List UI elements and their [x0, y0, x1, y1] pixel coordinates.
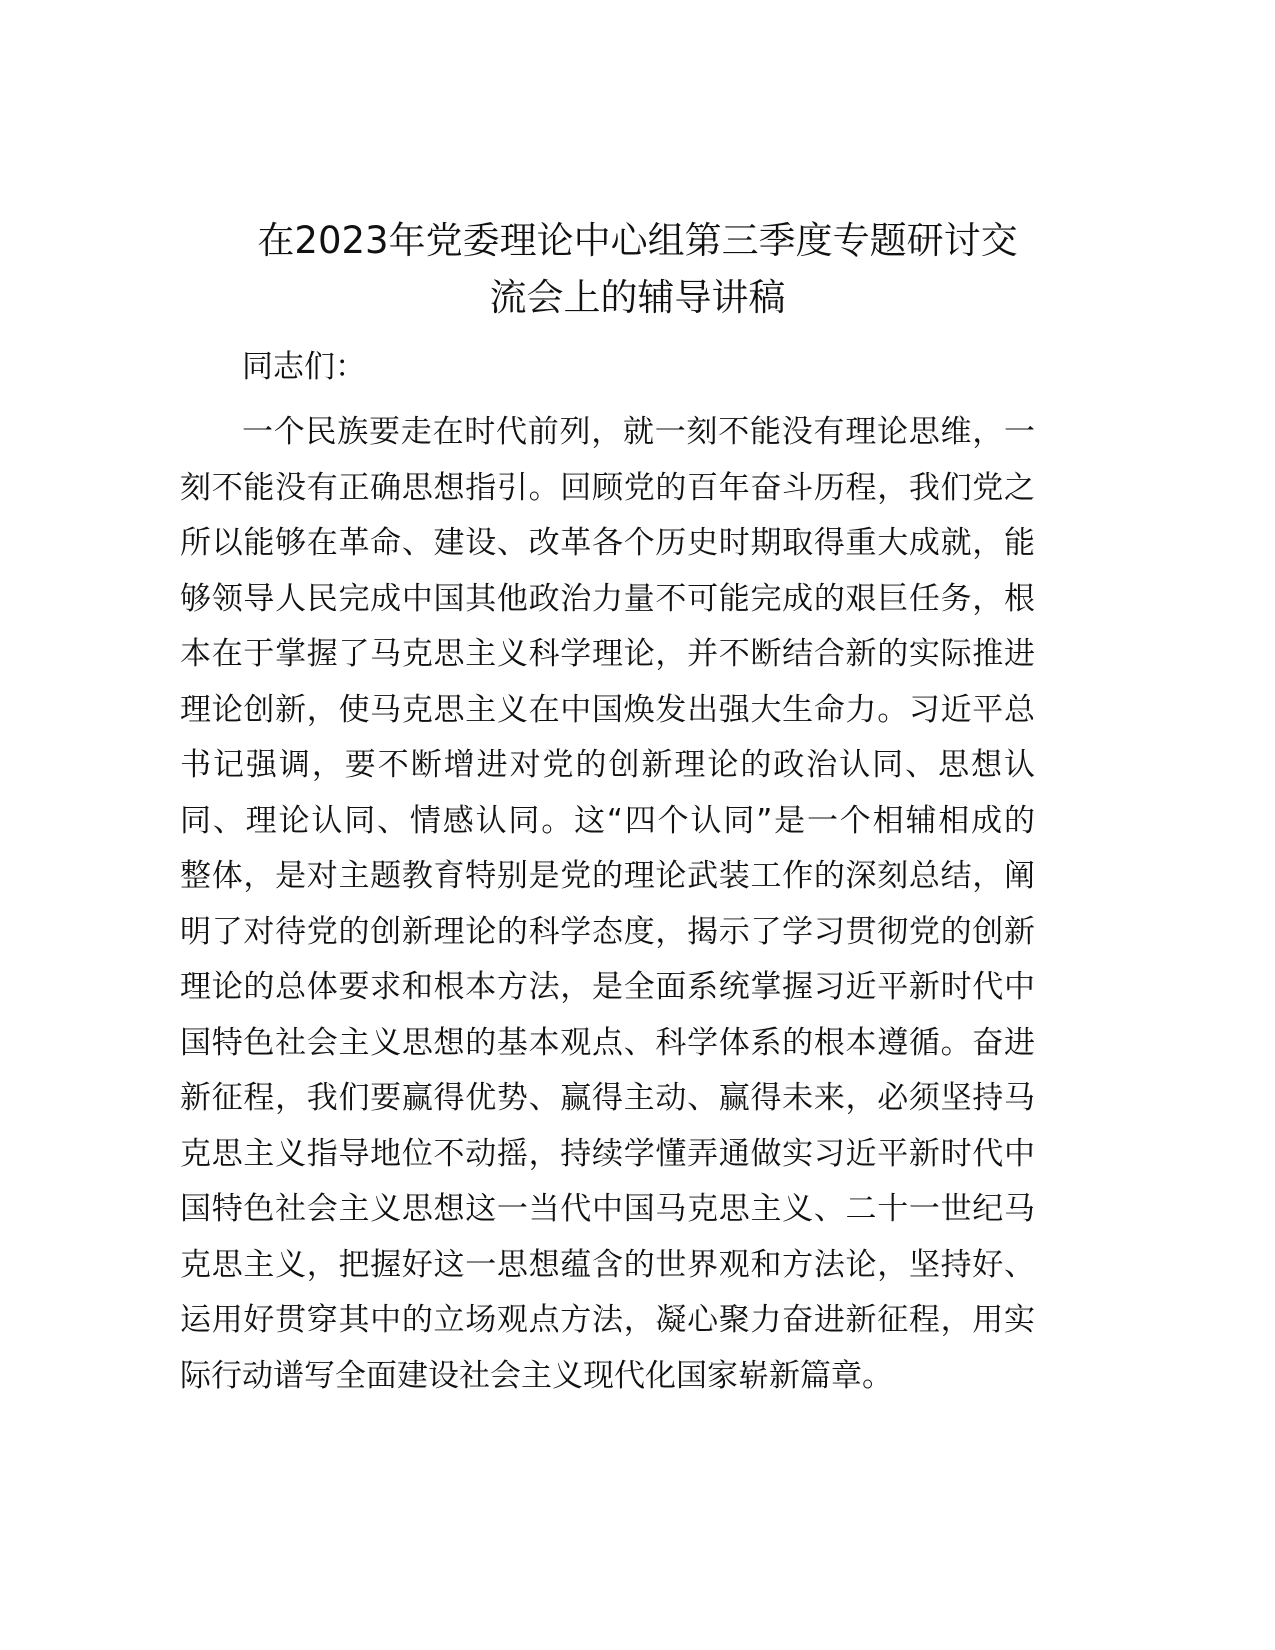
- paragraph-line: 新征程，我们要赢得优势、赢得主动、赢得未来，必须坚持马: [180, 1080, 1035, 1116]
- paragraph-line: 本在于掌握了马克思主义科学理论，并不断结合新的实际推进: [180, 636, 1035, 672]
- paragraph-line: 所以能够在革命、建设、改革各个历史时期取得重大成就，能: [180, 525, 1035, 561]
- paragraph-line: 理论的总体要求和根本方法，是全面系统掌握习近平新时代中: [180, 969, 1035, 1005]
- paragraph-line: 一个民族要走在时代前列，就一刻不能没有理论思维，一: [242, 414, 1035, 450]
- paragraph-line: 同、理论认同、情感认同。这“四个认同”是一个相辅相成的: [180, 802, 1035, 839]
- paragraph-line: 克思主义指导地位不动摇，持续学懂弄通做实习近平新时代中: [180, 1135, 1035, 1172]
- paragraph-line: 明了对待党的创新理论的科学态度，揭示了学习贯彻党的创新: [180, 913, 1035, 950]
- paragraph-line: 够领导人民完成中国其他政治力量不可能完成的艰巨任务，根: [180, 580, 1035, 617]
- paragraph-line: 国特色社会主义思想这一当代中国马克思主义、二十一世纪马: [180, 1191, 1035, 1227]
- title-line: 流会上的辅导讲稿: [489, 276, 786, 319]
- paragraph-line: 国特色社会主义思想的基本观点、科学体系的根本遵循。奋进: [180, 1024, 1035, 1061]
- paragraph-line: 刻不能没有正确思想指引。回顾党的百年奋斗历程，我们党之: [180, 469, 1035, 506]
- paragraph-line: 克思主义，把握好这一思想蕴含的世界观和方法论，坚持好、: [180, 1246, 1035, 1283]
- paragraph-line: 际行动谱写全面建设社会主义现代化国家崭新篇章。: [180, 1357, 893, 1394]
- paragraph-line: 理论创新，使马克思主义在中国焕发出强大生命力。习近平总: [180, 691, 1035, 728]
- paragraph-line: 运用好贯穿其中的立场观点方法，凝心聚力奋进新征程，用实: [180, 1302, 1035, 1338]
- title-line: 在2023年党委理论中心组第三季度专题研讨交: [257, 219, 1018, 262]
- body-paragraph: [180, 409, 1035, 1408]
- paragraph-line: 整体，是对主题教育特别是党的理论武装工作的深刻总结，阐: [180, 858, 1035, 894]
- paragraph-line: 书记强调，要不断增进对党的创新理论的政治认同、思想认: [180, 747, 1035, 783]
- salutation: 同志们：: [242, 349, 366, 385]
- document-title: [150, 212, 1125, 326]
